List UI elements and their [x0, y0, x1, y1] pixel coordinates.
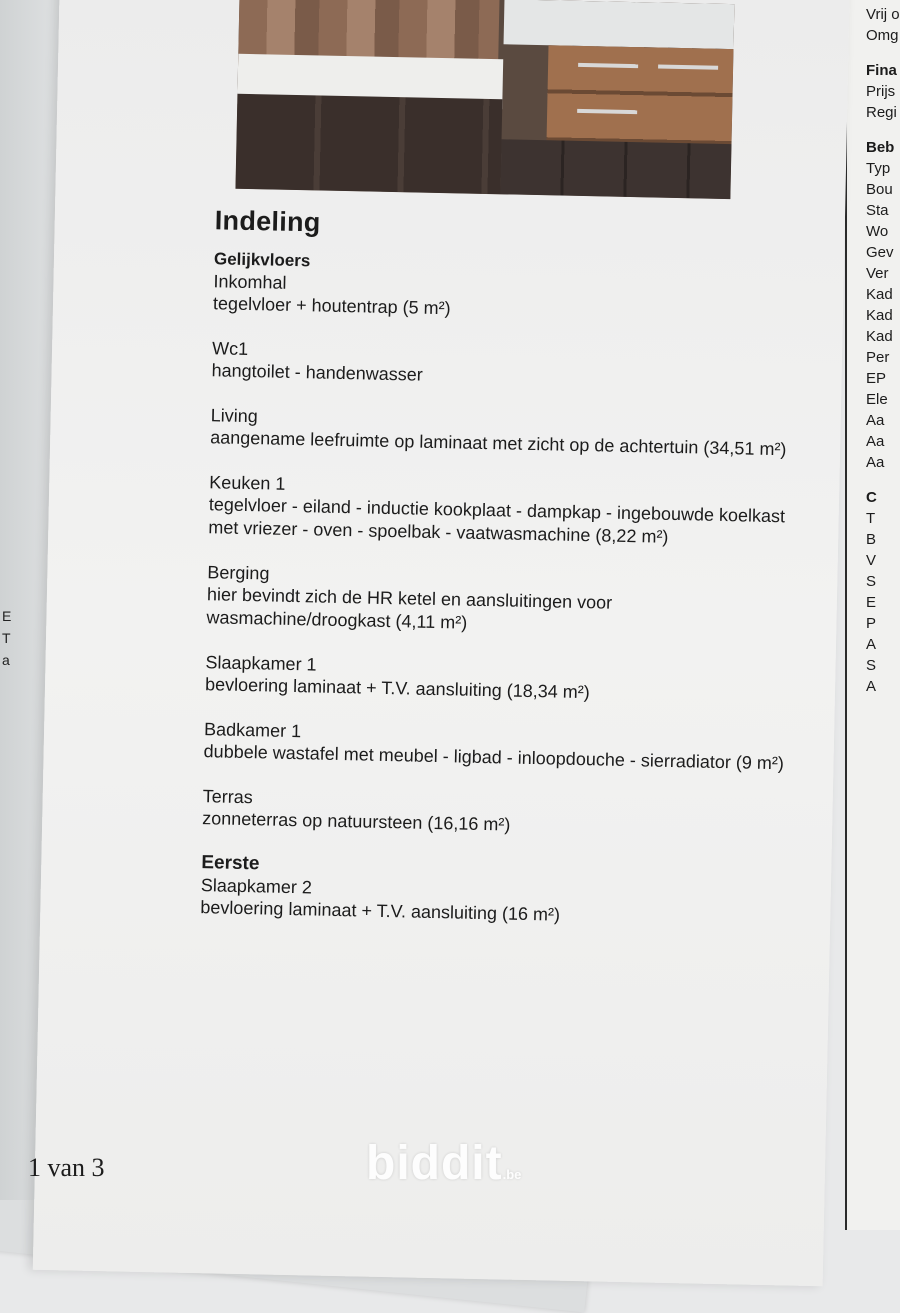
room-name: Wc1: [211, 338, 249, 360]
room-entry: [205, 651, 796, 708]
right-line: EP: [866, 370, 887, 387]
watermark-suffix: .be: [502, 1167, 522, 1182]
room-entry: [206, 561, 797, 641]
page-indicator: 1 van 3: [28, 1153, 105, 1182]
right-line: Bou: [866, 181, 893, 198]
right-line: Prijs: [866, 83, 896, 100]
right-section-heading: Beb: [866, 139, 895, 156]
right-line: Gev: [866, 244, 894, 261]
left-mark: E: [2, 608, 12, 624]
right-c-lines: [866, 508, 900, 697]
photo-cabinet: [547, 45, 734, 144]
right-line: Ver: [866, 265, 889, 282]
photo-mirror: [504, 0, 735, 49]
room-name: Slaapkamer 2: [200, 875, 313, 898]
section-heading: Indeling: [214, 205, 321, 238]
right-section-heading: Fina: [866, 62, 897, 79]
room-description: tegelvloer + houtentrap (5 m²): [212, 293, 451, 319]
right-line: Regi: [866, 104, 897, 121]
room-description: hangtoilet - handenwasser: [211, 360, 423, 385]
right-line: E: [866, 594, 877, 611]
photo-floor: [500, 139, 731, 199]
right-line: Sta: [866, 202, 889, 219]
right-line: P: [866, 615, 877, 632]
room-name: Badkamer 1: [203, 719, 302, 742]
floor-rooms-gelijkvloers: [202, 270, 804, 842]
room-entry: [203, 718, 794, 775]
room-name: Slaapkamer 1: [205, 652, 317, 675]
room-entry: [202, 785, 793, 842]
right-line: Typ: [866, 160, 891, 177]
right-line: B: [866, 531, 877, 548]
room-name: Living: [210, 405, 258, 427]
room-entry: [210, 404, 801, 461]
right-line: A: [866, 678, 877, 695]
right-line: V: [866, 552, 877, 569]
right-page-text: [866, 4, 900, 697]
right-line: Per: [866, 349, 890, 366]
photo-tub-panel: [235, 94, 502, 195]
right-line: S: [866, 657, 877, 674]
right-line: Kad: [866, 307, 893, 324]
room-description: bevloering laminaat + T.V. aansluiting (18,34 m²): [204, 674, 590, 703]
room-description: bevloering laminaat + T.V. aansluiting (16 m²): [200, 897, 561, 925]
room-name: Inkomhal: [213, 271, 287, 293]
left-page-marks: [2, 605, 11, 671]
document-page: [33, 0, 850, 1286]
room-name: Berging: [207, 562, 270, 584]
biddit-watermark: [366, 1136, 521, 1191]
room-entry: [211, 337, 802, 394]
floor-label-gelijkvloers: Gelijkvloers: [213, 249, 311, 271]
right-line: A: [866, 636, 877, 653]
watermark-brand: biddit: [366, 1137, 503, 1190]
room-description: zonneterras op natuursteen (16,16 m²): [202, 808, 511, 835]
left-mark: a: [2, 652, 10, 668]
room-description: hier bevindt zich de HR ketel en aansluitingen voor wasmachine/droogkast (4,11 m²): [206, 584, 613, 633]
right-line: Aa: [866, 412, 885, 429]
right-line: T: [866, 510, 876, 527]
room-description: aangename leefruimte op laminaat met zicht op de achtertuin (34,51 m²): [210, 427, 787, 460]
right-line: Vrij o: [866, 6, 900, 23]
right-line: Ele: [866, 391, 888, 408]
right-beb-lines: [866, 158, 900, 473]
room-description: tegelvloer - eiland - inductie kookplaat - dampkap - ingebouwde koelkast met vriezer - oven - spoelbak - vaatwasmachine (8,22 m²): [208, 494, 786, 547]
room-entry: [208, 471, 799, 551]
right-section-heading: C: [866, 489, 877, 506]
right-line: Kad: [866, 286, 893, 303]
right-line: Aa: [866, 454, 885, 471]
room-description: dubbele wastafel met meubel - ligbad - inloopdouche - sierradiator (9 m²): [203, 741, 785, 774]
right-line: Kad: [866, 328, 893, 345]
indeling-section: [200, 205, 805, 953]
floor-label-eerste: Eerste: [201, 852, 260, 875]
right-line: Omg: [866, 27, 899, 44]
right-line: S: [866, 573, 877, 590]
bathroom-photo: [235, 0, 734, 199]
room-name: Keuken 1: [209, 472, 286, 494]
right-line: Aa: [866, 433, 885, 450]
right-line: Wo: [866, 223, 889, 240]
left-mark: T: [2, 630, 11, 646]
room-name: Terras: [202, 786, 253, 808]
